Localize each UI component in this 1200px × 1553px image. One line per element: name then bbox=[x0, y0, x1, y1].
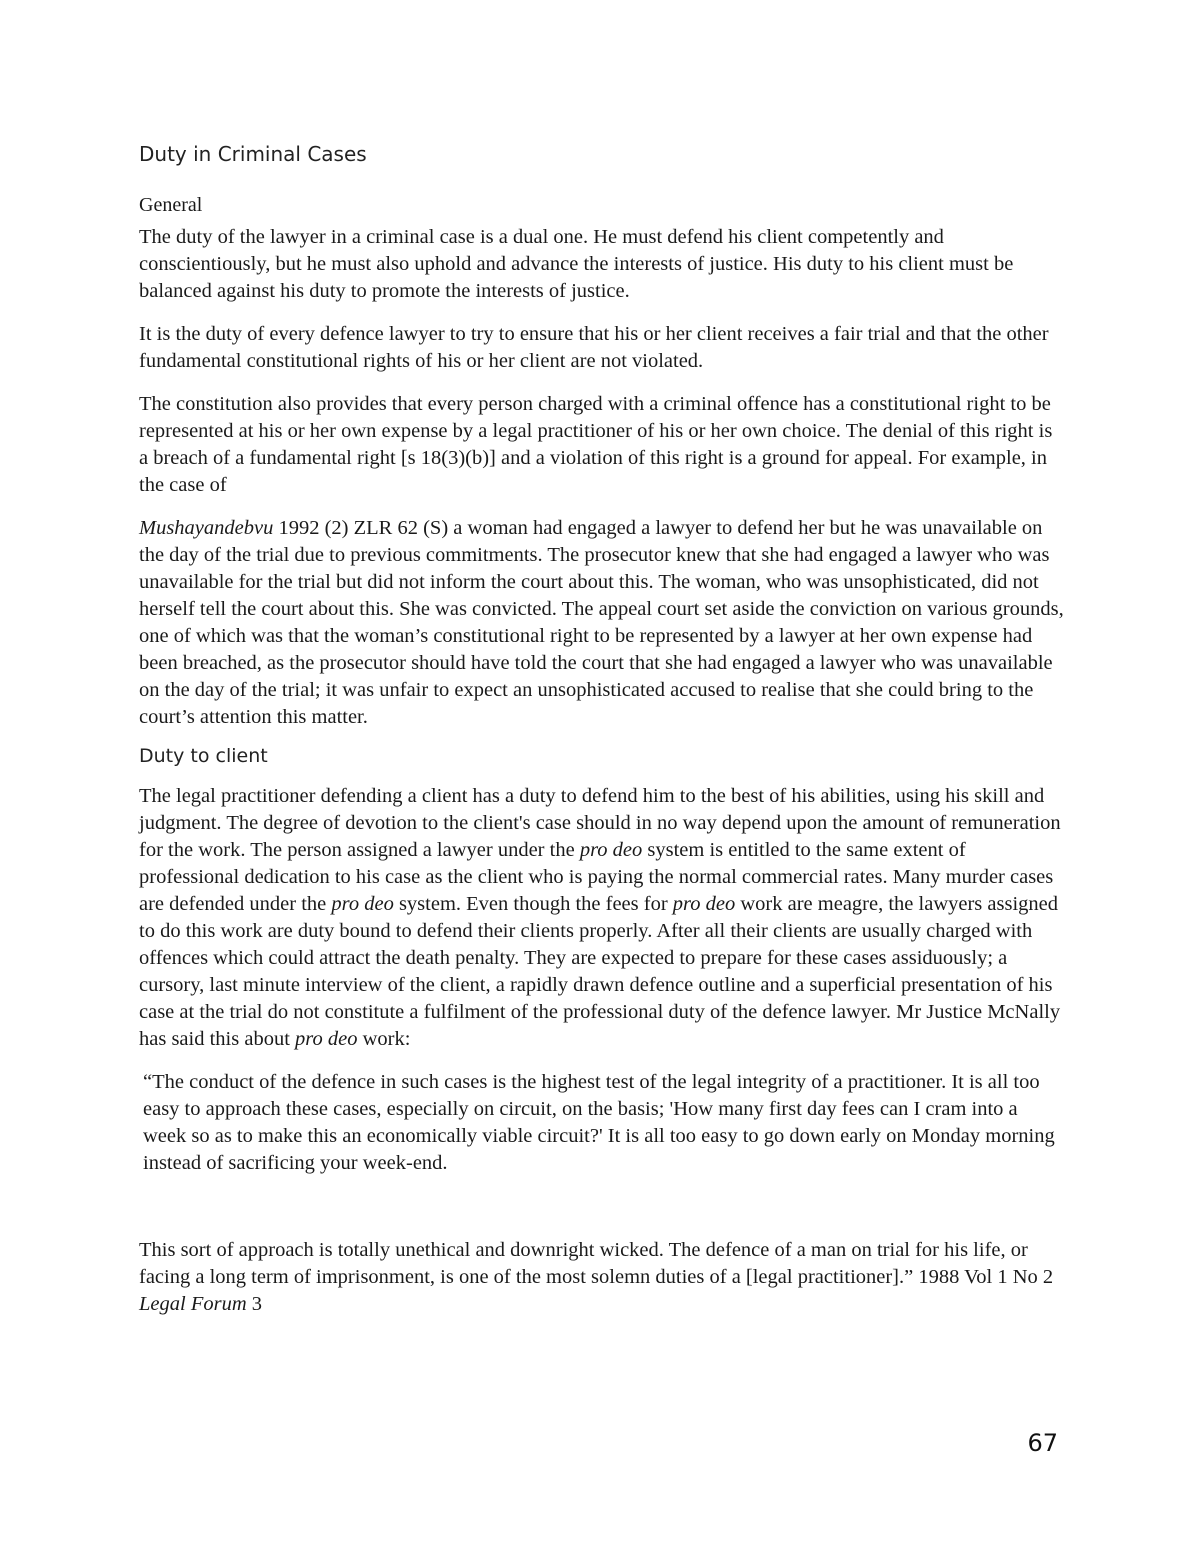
subheading-general: General bbox=[139, 194, 203, 216]
quote-mcnally-part1: “The conduct of the defence in such cases is the highest test of the legal integrity of a practitioner. It is all too easy to approach these cases, especially on circuit, on the basis; 'How many first day fees can I cram into a week so as to make this an economically viable circuit?' It is all too easy to go down early on Monday morning instead of sacrificing your week-end. bbox=[143, 1071, 1055, 1174]
case-name: Mushayandebvu bbox=[139, 517, 274, 539]
text-run: The legal practitioner defending a client has a duty to defend him to the best of his abilities, using his skill and judgment. The degree of devotion to the client's case should in no way depend upon the amount of remuneration for the work. The person assigned a lawyer under the bbox=[139, 785, 1061, 861]
journal-name: Legal Forum bbox=[139, 1293, 247, 1315]
subheading-duty-to-client: Duty to client bbox=[139, 745, 268, 767]
paragraph-fair-trial: It is the duty of every defence lawyer to try to ensure that his or her client receives a fair trial and that the other fundamental constitutional rights of his or her client are not violated. bbox=[139, 323, 1049, 372]
paragraph-case bbox=[139, 515, 1064, 731]
paragraph-constitution: The constitution also provides that every person charged with a criminal offence has a constitutional right to be represented at his or her own expense by a legal practitioner of his or her own choice. The denial of this right is a breach of a fundamental right [s 18(3)(b)] and a violation of this right is a ground for appeal. For example, in the case of bbox=[139, 393, 1053, 496]
case-text: 1992 (2) ZLR 62 (S) a woman had engaged a lawyer to defend her but he was unavailable on the day of the trial due to previous commitments. The prosecutor knew that she had engaged a lawyer who was unavailable for the trial but did not inform the court about this. The woman, who was unsophisticated, did not herself tell the court about this. She was convicted. The appeal court set aside the conviction on various grounds, one of which was that the woman’s constitutional right to be represented by a lawyer at her own expense had been breached, as the prosecutor should have told the court that she had engaged a lawyer who was unavailable on the day of the trial; it was unfair to expect an unsophisticated accused to realise that she could bring to the court’s attention this matter. bbox=[139, 517, 1064, 728]
paragraph-duty-to-client bbox=[139, 783, 1064, 1053]
page-content bbox=[139, 140, 1064, 1334]
text-run: work: bbox=[357, 1028, 411, 1050]
pro-deo-term: pro deo bbox=[672, 893, 736, 915]
text-run: work are meagre, the lawyers assigned to do this work are duty bound to defend their clients properly. After all their clients are usually charged with offences which could attract the death penalty. They are expected to prepare for these cases assiduously; a cursory, last minute interview of the client, a rapidly drawn defence outline and a superficial presentation of his case at the trial do not constitute a fulfilment of the professional duty of the defence lawyer. Mr Justice McNally has said this about bbox=[139, 893, 1061, 1050]
quote-mcnally-part2 bbox=[139, 1237, 1064, 1318]
pro-deo-term: pro deo bbox=[295, 1028, 358, 1050]
text-run: 3 bbox=[246, 1293, 262, 1315]
text-run: system is entitled to the same extent of professional dedication to his case as the client who is paying the normal commercial rates. Many murder cases are defended under the bbox=[139, 839, 1054, 915]
text-run: system. Even though the fees for bbox=[393, 893, 673, 915]
text-run: This sort of approach is totally unethical and downright wicked. The defence of a man on trial for his life, or facing a long term of imprisonment, is one of the most solemn duties of a [legal practitioner].” 1988 Vol 1 No 2 bbox=[139, 1239, 1054, 1288]
page-number: 67 bbox=[1027, 1429, 1058, 1457]
pro-deo-term: pro deo bbox=[579, 839, 643, 861]
pro-deo-term: pro deo bbox=[331, 893, 394, 915]
page-title: Duty in Criminal Cases bbox=[139, 142, 367, 166]
paragraph-dual-duty: The duty of the lawyer in a criminal case is a dual one. He must defend his client competently and conscientiously, but he must also uphold and advance the interests of justice. His duty to his client must be balanced against his duty to promote the interests of justice. bbox=[139, 226, 1014, 302]
